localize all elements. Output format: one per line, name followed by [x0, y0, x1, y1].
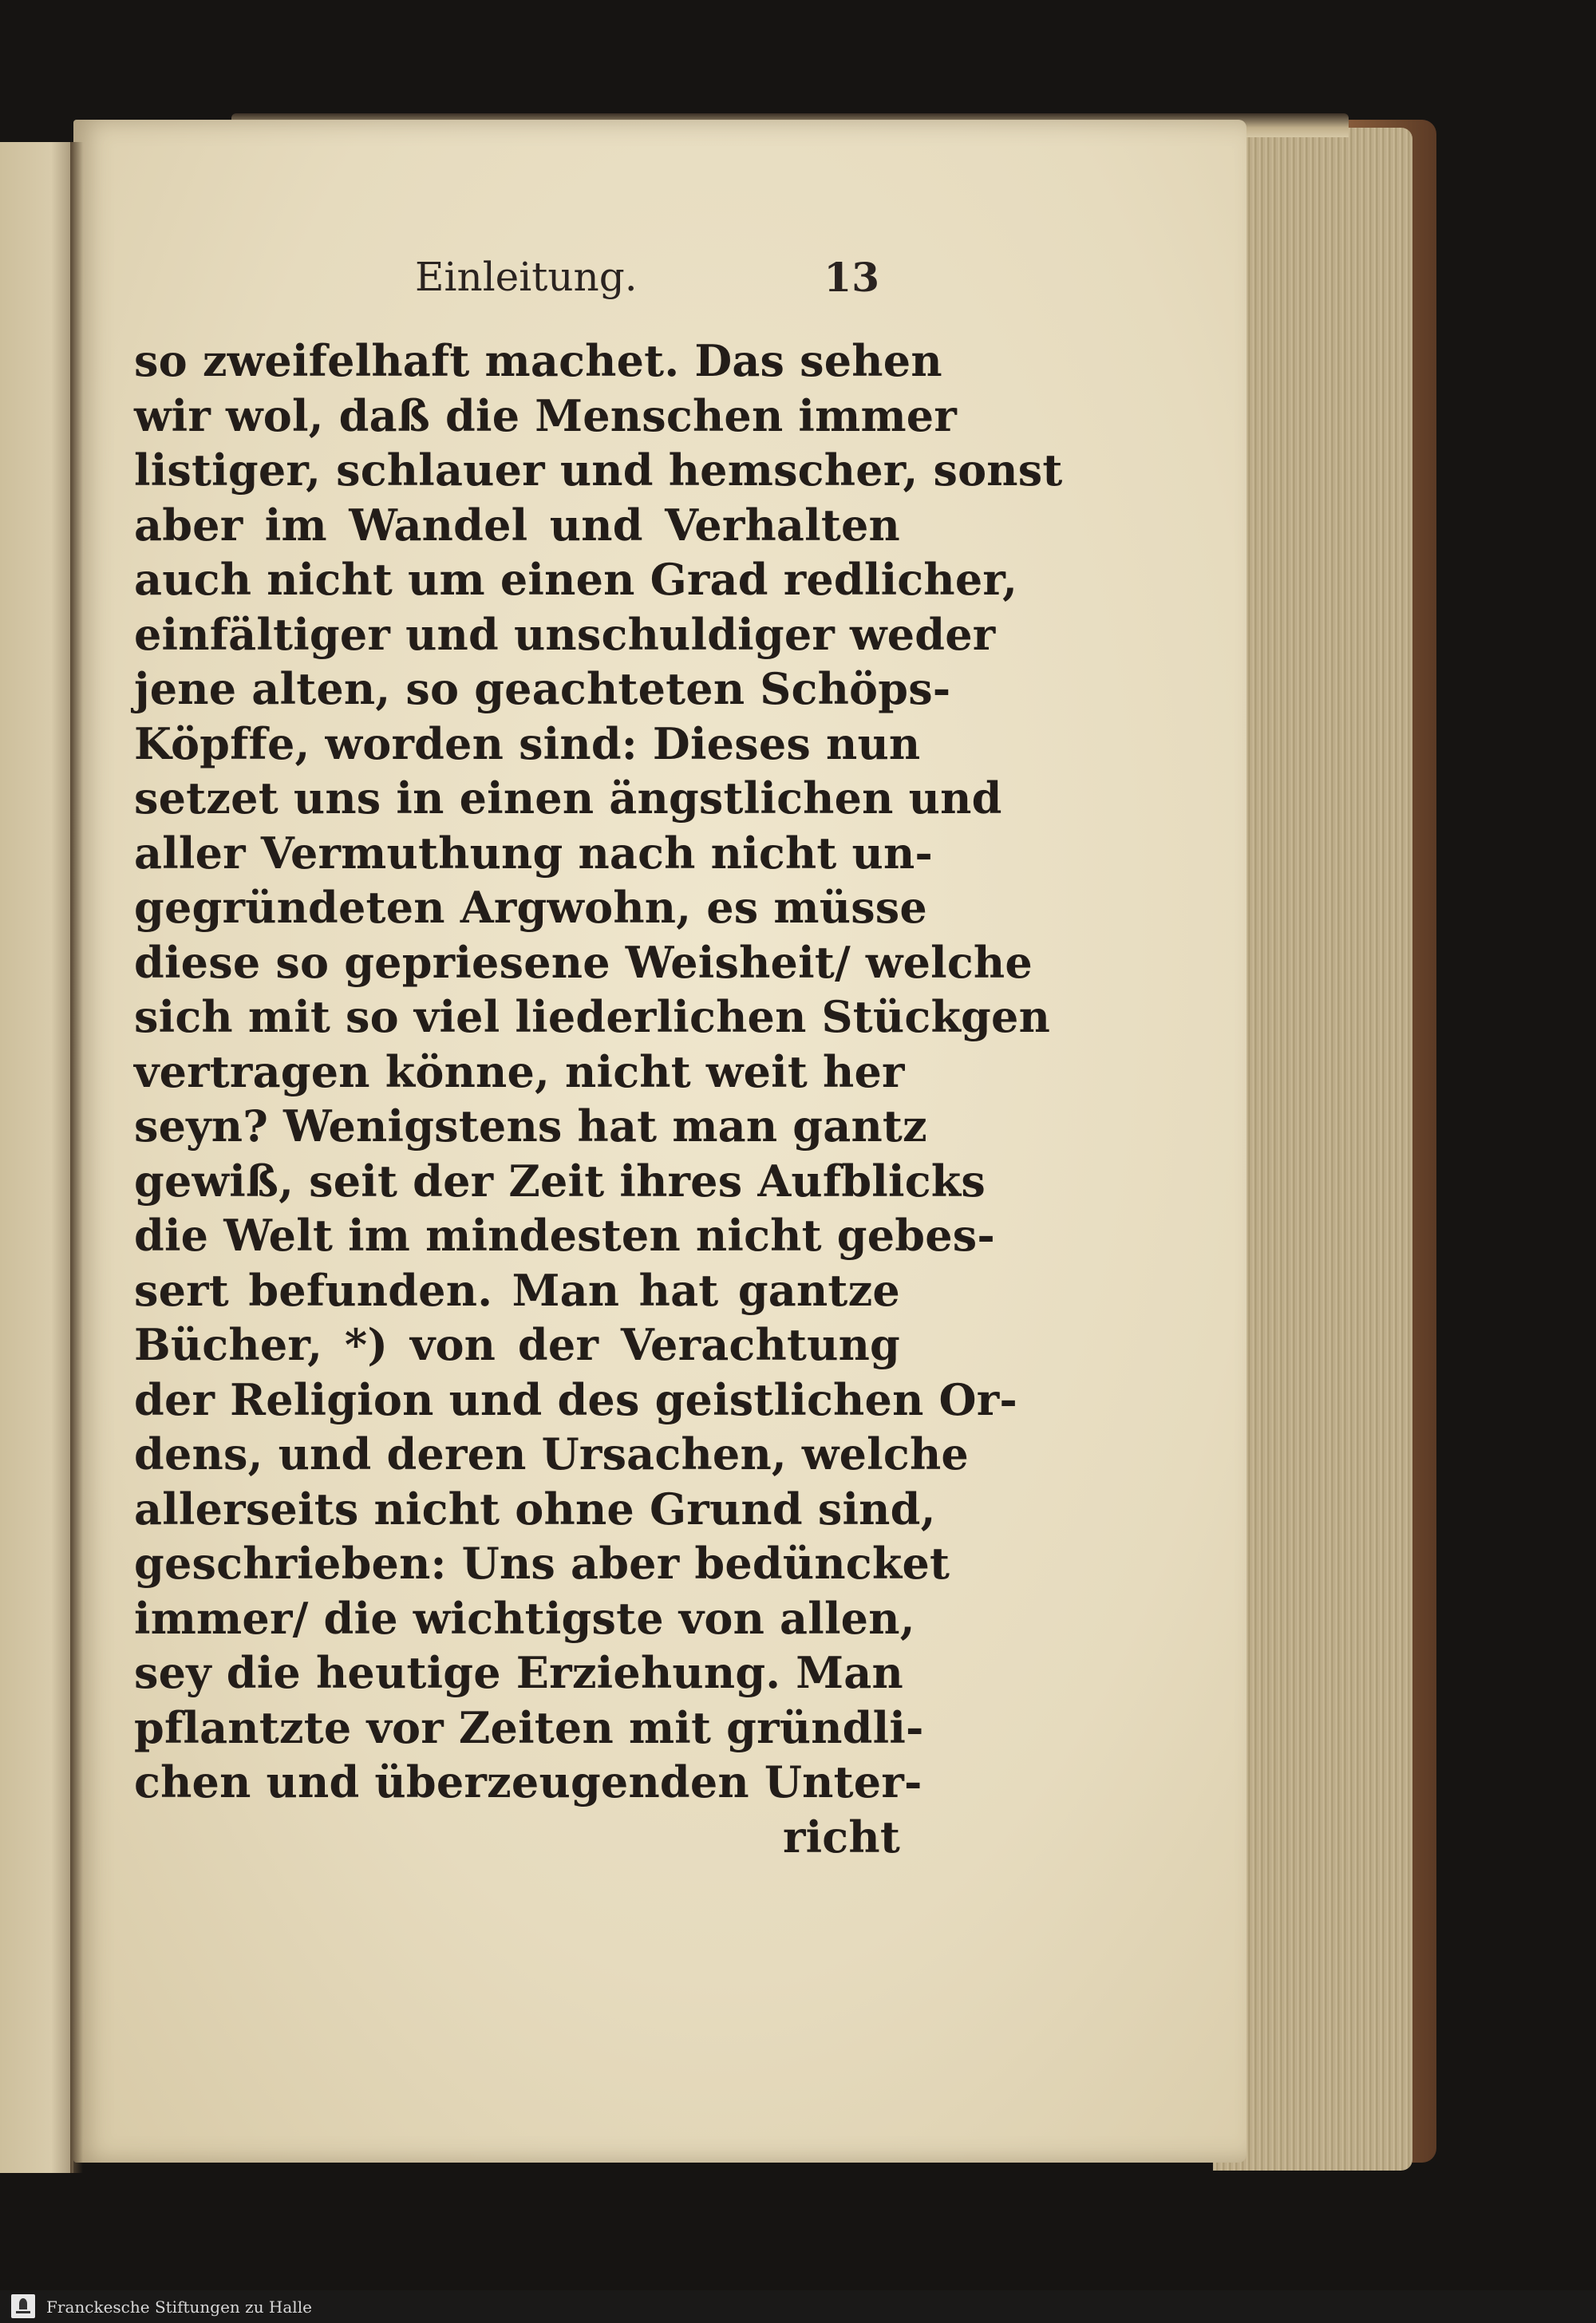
- text-line: sey die heutige Erziehung. Man: [134, 1647, 903, 1698]
- text-line: pflantzte vor Zeiten mit gründli-: [134, 1701, 924, 1753]
- text-line: gewiß, seit der Zeit ihres Aufblicks: [134, 1155, 986, 1207]
- catchword: richt: [782, 1811, 900, 1863]
- text-line: sert befunden. Man hat gantze: [134, 1264, 900, 1316]
- text-line: gegründeten Argwohn, es müsse: [134, 882, 927, 933]
- text-line: jene alten, so geachteten Schöps-: [134, 663, 951, 714]
- text-line: seyn? Wenigstens hat man gantz: [134, 1100, 927, 1152]
- text-line: dens, und deren Ursachen, welche: [134, 1428, 969, 1480]
- text-line: so zweifelhaft machet. Das sehen: [134, 335, 942, 386]
- text-line: setzet uns in einen ängstlichen und: [134, 772, 1002, 824]
- text-line: geschrieben: Uns aber bedüncket: [134, 1538, 950, 1589]
- text-line: die Welt im mindesten nicht gebes-: [134, 1210, 996, 1261]
- text-line: immer/ die wichtigste von allen,: [134, 1592, 915, 1644]
- page-header: [415, 254, 894, 310]
- text-line: einfältiger und unschuldiger weder: [134, 608, 996, 660]
- text-line: Köpffe, worden sind: Dieses nun: [134, 717, 921, 769]
- running-head: Einleitung.: [415, 254, 638, 300]
- text-line: wir wol, daß die Menschen immer: [134, 389, 958, 441]
- body-text: [134, 334, 1063, 1864]
- foundation-logo-icon: [11, 2294, 35, 2318]
- text-line: aber im Wandel und Verhalten: [134, 499, 900, 551]
- text-line: chen und überzeugenden Unter-: [134, 1756, 922, 1807]
- footer-credit: Franckesche Stiftungen zu Halle: [46, 2297, 312, 2317]
- text-line: aller Vermuthung nach nicht un-: [134, 827, 934, 879]
- text-line: listiger, schlauer und hemscher, sonst: [134, 444, 1063, 496]
- footer-bar: [0, 2290, 1596, 2323]
- text-line: sich mit so viel liederlichen Stückgen: [134, 991, 1051, 1042]
- text-line: allerseits nicht ohne Grund sind,: [134, 1483, 936, 1535]
- text-line: vertragen könne, nicht weit her: [134, 1045, 905, 1097]
- gutter-shadow: [70, 142, 83, 2173]
- text-line: der Religion und des geistlichen Or-: [134, 1373, 1018, 1425]
- page-number: 13: [824, 254, 879, 301]
- text-line: diese so gepriesene Weisheit/ welche: [134, 936, 1033, 988]
- text-line: auch nicht um einen Grad redlicher,: [134, 554, 1018, 605]
- facing-page: [0, 142, 73, 2173]
- text-line: Bücher, *) von der Verachtung: [134, 1319, 900, 1370]
